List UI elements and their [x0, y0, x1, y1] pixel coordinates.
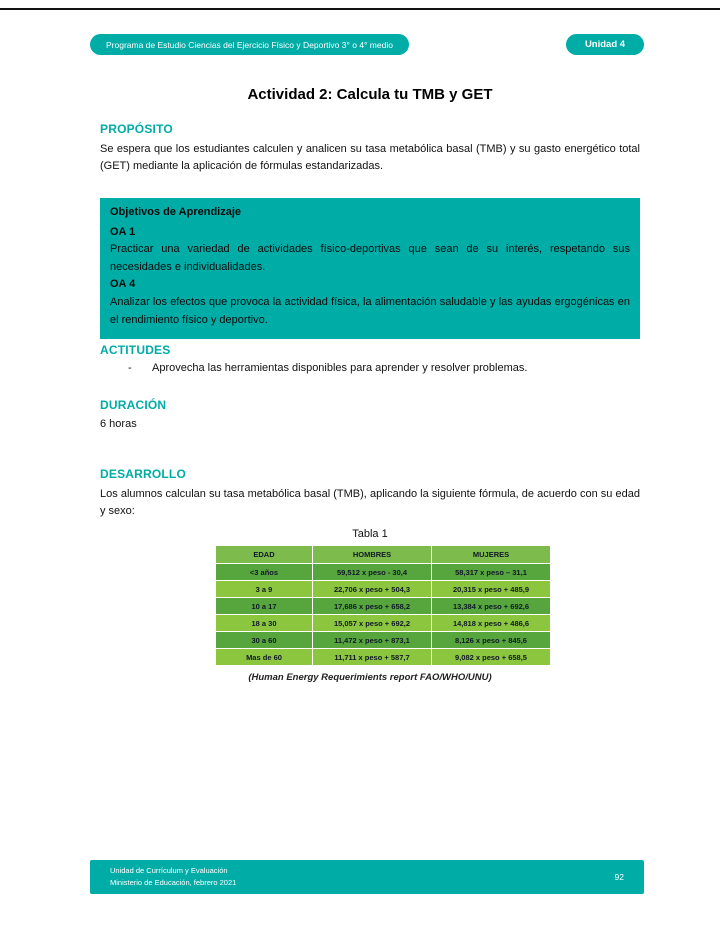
oa4-code: OA 4 [110, 278, 136, 291]
proposito-heading: PROPÓSITO [100, 122, 173, 136]
table-cell: 11,711 x peso + 587,7 [313, 649, 432, 666]
footer-line1: Unidad de Currículum y Evaluación [110, 866, 228, 875]
oa1-code: OA 1 [110, 225, 136, 238]
desarrollo-heading: DESARROLLO [100, 467, 186, 481]
table-cell: 11,472 x peso + 873,1 [313, 632, 432, 649]
table-row [216, 598, 551, 615]
table-cell: 30 a 60 [216, 632, 313, 649]
table-row [216, 564, 551, 581]
oa4-text: Analizar los efectos que provoca la actividad física, la alimentación saludable y las ayudas ergogénicas en el rendimiento físico y deportivo. [110, 295, 630, 326]
table-row [216, 649, 551, 666]
objetivos-box [100, 198, 640, 339]
table-cell: 10 a 17 [216, 598, 313, 615]
table-row [216, 615, 551, 632]
table-cell: 14,818 x peso + 486,6 [432, 615, 551, 632]
table-row [216, 581, 551, 598]
table-cell: 3 a 9 [216, 581, 313, 598]
page-number: 92 [614, 872, 624, 882]
page-header [90, 34, 644, 55]
page-top-rule [0, 8, 720, 10]
table-cell: 13,384 x peso + 692,6 [432, 598, 551, 615]
table-cell: 18 a 30 [216, 615, 313, 632]
unit-pill [566, 34, 644, 55]
tmb-table-body [216, 564, 551, 666]
duracion-text: 6 horas [100, 418, 137, 430]
table-caption: (Human Energy Requerimients report FAO/WHO/UNU) [248, 672, 492, 683]
table-row [216, 632, 551, 649]
bullet-dash: - [128, 362, 132, 374]
program-title: Programa de Estudio Ciencias del Ejercicio Físico y Deportivo 3° o 4° medio [106, 39, 393, 50]
footer-org [110, 865, 236, 889]
actitudes-bullet-row [128, 362, 640, 374]
table-cell: 15,057 x peso + 692,2 [313, 615, 432, 632]
footer-line2: Ministerio de Educación, febrero 2021 [110, 878, 237, 887]
table-cell: 9,082 x peso + 658,5 [432, 649, 551, 666]
table-cell: Mas de 60 [216, 649, 313, 666]
table-cell: <3 años [216, 564, 313, 581]
page-footer [90, 860, 644, 894]
table-cell: 20,315 x peso + 485,9 [432, 581, 551, 598]
table-header-cell: EDAD [216, 546, 313, 564]
duracion-heading: DURACIÓN [100, 398, 167, 412]
actitudes-heading: ACTITUDES [100, 343, 171, 357]
table-cell: 58,317 x peso – 31,1 [432, 564, 551, 581]
table-cell: 8,126 x peso + 845,6 [432, 632, 551, 649]
tmb-table-header-row [216, 546, 551, 564]
table-header-cell: MUJERES [432, 546, 551, 564]
actitudes-bullet-text: Aprovecha las herramientas disponibles para aprender y resolver problemas. [152, 362, 528, 374]
activity-title: Actividad 2: Calcula tu TMB y GET [247, 86, 493, 103]
table-cell: 59,512 x peso - 30,4 [313, 564, 432, 581]
proposito-text: Se espera que los estudiantes calculen y analicen su tasa metabólica basal (TMB) y su gasto energético total (GET) mediante la aplicación de fórmulas estandarizadas. [100, 143, 640, 173]
oa1-text: Practicar una variedad de actividades físico-deportivas que sean de su interés, respetando sus necesidades e individualidades. [110, 243, 630, 273]
table-title: Tabla 1 [352, 528, 388, 540]
tmb-formula-table [215, 545, 551, 666]
unit-label: Unidad 4 [584, 39, 626, 50]
program-title-pill [90, 34, 409, 55]
table-header-cell: HOMBRES [313, 546, 432, 564]
desarrollo-text: Los alumnos calculan su tasa metabólica basal (TMB), aplicando la siguiente fórmula, de acuerdo con su edad y sexo: [100, 488, 640, 518]
table-cell: 22,706 x peso + 504,3 [313, 581, 432, 598]
table-cell: 17,686 x peso + 658,2 [313, 598, 432, 615]
objetivos-heading: Objetivos de Aprendizaje [110, 206, 242, 218]
